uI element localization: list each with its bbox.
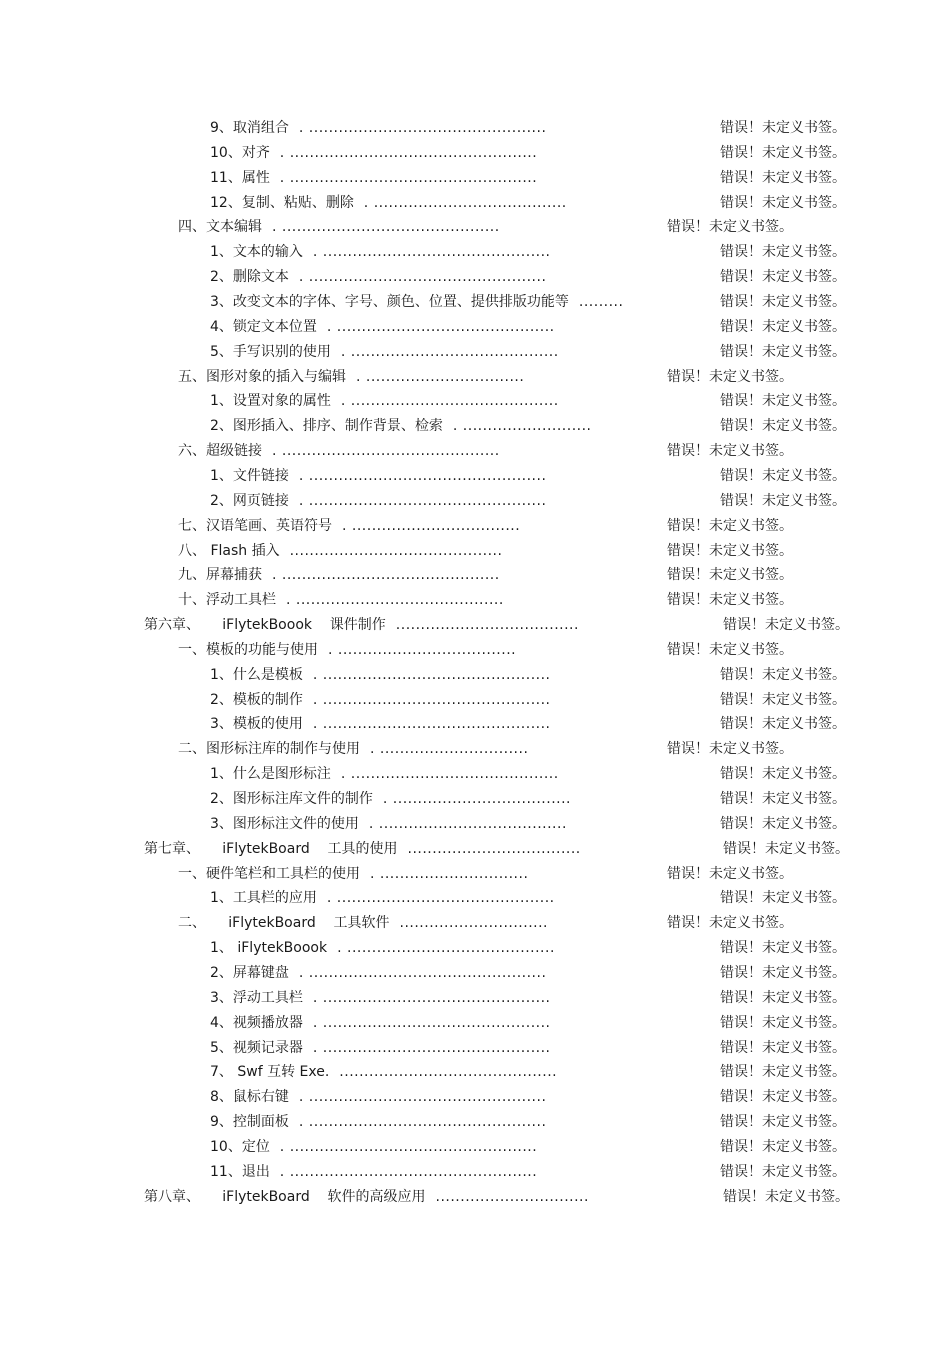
toc-entry-leader: . ................................ bbox=[356, 368, 525, 385]
toc-entry[interactable] bbox=[0, 1061, 950, 1083]
toc-entry[interactable] bbox=[0, 763, 950, 785]
toc-entry[interactable] bbox=[0, 689, 950, 711]
toc-entry-label: 12、复制、粘贴、删除 bbox=[210, 194, 354, 211]
toc-entry-label: 2、模板的制作 bbox=[210, 691, 303, 708]
toc-entry[interactable] bbox=[0, 216, 950, 238]
toc-entry-leader: . .............................................. bbox=[312, 666, 551, 683]
toc-entry[interactable] bbox=[0, 664, 950, 686]
toc-entry-label: 11、退出 bbox=[210, 1163, 270, 1180]
toc-entry[interactable] bbox=[0, 987, 950, 1009]
toc-entry-page-ref: 错误！未定义书签。 bbox=[723, 840, 849, 857]
toc-entry-leader: . .................................................. bbox=[279, 169, 538, 186]
toc-entry-leader: . .................................. bbox=[342, 517, 521, 534]
toc-entry[interactable] bbox=[0, 564, 950, 586]
toc-entry[interactable] bbox=[0, 117, 950, 139]
toc-entry-page-ref: 错误！未定义书签。 bbox=[720, 716, 846, 733]
toc-entry-page-ref: 错误！未定义书签。 bbox=[720, 120, 846, 136]
toc-entry-label: 5、手写识别的使用 bbox=[210, 343, 331, 360]
toc-entry-leader: . .............................................. bbox=[312, 691, 551, 708]
toc-entry[interactable] bbox=[0, 863, 950, 885]
toc-entry[interactable] bbox=[0, 341, 950, 363]
toc-entry-leader: . ................................................ bbox=[298, 492, 547, 509]
toc-entry[interactable] bbox=[0, 813, 950, 835]
toc-entry-leader: . ............................................ bbox=[272, 567, 500, 584]
toc-entry[interactable] bbox=[0, 589, 950, 611]
toc-entry-label: 2、图形插入、排序、制作背景、检索 bbox=[210, 418, 443, 435]
toc-entry[interactable] bbox=[0, 1186, 950, 1208]
toc-entry-label: 1、文件链接 bbox=[210, 467, 289, 484]
toc-entry-page-ref: 错误！未定义书签。 bbox=[720, 890, 846, 907]
toc-entry-page-ref: 错误！未定义书签。 bbox=[720, 989, 846, 1006]
toc-entry-label: 九、屏幕捕获 bbox=[178, 567, 262, 584]
toc-entry-leader: . .......................................... bbox=[286, 592, 504, 609]
toc-entry-leader: . .............................................. bbox=[312, 1039, 551, 1056]
toc-entry-leader: . .......................................... bbox=[340, 343, 559, 360]
toc-entry-label: 1、文本的输入 bbox=[210, 244, 303, 261]
toc-entry-page-ref: 错误！未定义书签。 bbox=[720, 1014, 846, 1031]
toc-entry-leader: . .......................... bbox=[452, 418, 592, 435]
toc-entry-label: 一、模板的功能与使用 bbox=[178, 641, 318, 658]
toc-entry-label: 11、属性 bbox=[210, 169, 270, 186]
toc-entry-page-ref: 错误！未定义书签。 bbox=[667, 368, 793, 385]
toc-entry-leader: . ................................................ bbox=[298, 1114, 547, 1130]
toc-entry-leader: .............................. bbox=[399, 915, 549, 932]
toc-entry-leader: . .................................... bbox=[382, 791, 571, 807]
toc-entry-leader: ............................................ bbox=[339, 1064, 558, 1081]
toc-entry[interactable] bbox=[0, 390, 950, 412]
toc-entry[interactable] bbox=[0, 415, 950, 437]
toc-entry-page-ref: 错误！未定义书签。 bbox=[667, 915, 793, 932]
toc-entry-label: 4、锁定文本位置 bbox=[210, 318, 317, 335]
toc-entry[interactable] bbox=[0, 738, 950, 760]
toc-entry[interactable] bbox=[0, 614, 950, 636]
toc-entry-page-ref: 错误！未定义书签。 bbox=[720, 169, 846, 186]
toc-entry-leader: . ............................................ bbox=[326, 318, 555, 335]
toc-entry-label: 1、什么是模板 bbox=[210, 666, 303, 683]
toc-entry-label: 四、文本编辑 bbox=[178, 219, 262, 236]
toc-entry-leader: . ................................................ bbox=[298, 467, 547, 484]
toc-entry-page-ref: 错误！未定义书签。 bbox=[720, 343, 846, 360]
toc-entry-label: 2、图形标注库文件的制作 bbox=[210, 791, 373, 807]
toc-entry-page-ref: 错误！未定义书签。 bbox=[723, 1188, 849, 1205]
toc-entry[interactable] bbox=[0, 490, 950, 512]
toc-entry[interactable] bbox=[0, 912, 950, 934]
toc-entry[interactable] bbox=[0, 788, 950, 810]
toc-entry[interactable] bbox=[0, 937, 950, 959]
toc-entry-page-ref: 错误！未定义书签。 bbox=[720, 467, 846, 484]
toc-entry-page-ref: 错误！未定义书签。 bbox=[723, 617, 849, 633]
toc-entry-page-ref: 错误！未定义书签。 bbox=[667, 542, 793, 559]
toc-entry-leader: . ................................................ bbox=[298, 269, 547, 286]
toc-entry[interactable] bbox=[0, 366, 950, 388]
toc-entry-page-ref: 错误！未定义书签。 bbox=[720, 1064, 846, 1081]
toc-entry-leader: . ................................................ bbox=[298, 120, 547, 136]
toc-entry-label: 7、 Swf 互转 Exe. bbox=[210, 1064, 330, 1081]
toc-entry-label: 1、 iFlytekBoook bbox=[210, 940, 328, 957]
toc-entry-label: 2、网页链接 bbox=[210, 492, 289, 509]
toc-entry-page-ref: 错误！未定义书签。 bbox=[667, 741, 793, 758]
toc-entry[interactable] bbox=[0, 887, 950, 909]
toc-entry-page-ref: 错误！未定义书签。 bbox=[720, 244, 846, 261]
toc-entry[interactable] bbox=[0, 1136, 950, 1158]
toc-entry-leader: . .............................. bbox=[370, 741, 529, 758]
toc-entry-label: 第七章、 iFlytekBoard 工具的使用 bbox=[144, 840, 398, 857]
toc-entry-page-ref: 错误！未定义书签。 bbox=[667, 641, 793, 658]
toc-entry-label: 第八章、 iFlytekBoard 软件的高级应用 bbox=[144, 1188, 426, 1205]
toc-entry[interactable] bbox=[0, 540, 950, 562]
toc-entry-page-ref: 错误！未定义书签。 bbox=[667, 443, 793, 460]
toc-entry[interactable] bbox=[0, 167, 950, 189]
toc-entry-leader: . ............................................ bbox=[326, 890, 555, 907]
toc-entry-leader: . .......................................... bbox=[337, 940, 555, 957]
toc-entry-page-ref: 错误！未定义书签。 bbox=[720, 492, 846, 509]
toc-entry[interactable] bbox=[0, 962, 950, 984]
toc-entry-page-ref: 错误！未定义书签。 bbox=[720, 940, 846, 957]
toc-entry[interactable] bbox=[0, 440, 950, 462]
toc-entry-page-ref: 错误！未定义书签。 bbox=[720, 1114, 846, 1130]
toc-entry[interactable] bbox=[0, 142, 950, 164]
toc-entry[interactable] bbox=[0, 713, 950, 735]
toc-entry-leader: ........................................... bbox=[289, 542, 503, 559]
toc-entry-label: 10、对齐 bbox=[210, 144, 270, 161]
toc-entry[interactable] bbox=[0, 1161, 950, 1183]
toc-entry-page-ref: 错误！未定义书签。 bbox=[667, 567, 793, 584]
toc-entry-page-ref: 错误！未定义书签。 bbox=[720, 269, 846, 286]
toc-entry-label: 1、什么是图形标注 bbox=[210, 766, 331, 783]
toc-entry-leader: . ............................................ bbox=[272, 443, 500, 460]
toc-entry-label: 六、超级链接 bbox=[178, 443, 262, 460]
toc-entry-page-ref: 错误！未定义书签。 bbox=[720, 666, 846, 683]
toc-entry-page-ref: 错误！未定义书签。 bbox=[720, 294, 846, 310]
toc-entry[interactable] bbox=[0, 241, 950, 263]
toc-entry-page-ref: 错误！未定义书签。 bbox=[667, 219, 793, 236]
toc-entry-label: 3、图形标注文件的使用 bbox=[210, 815, 359, 832]
toc-entry-page-ref: 错误！未定义书签。 bbox=[720, 1039, 846, 1056]
toc-entry-page-ref: 错误！未定义书签。 bbox=[720, 393, 846, 410]
toc-entry-leader: . ....................................... bbox=[363, 194, 567, 211]
toc-entry[interactable] bbox=[0, 515, 950, 537]
toc-entry-page-ref: 错误！未定义书签。 bbox=[720, 318, 846, 335]
toc-entry-page-ref: 错误！未定义书签。 bbox=[720, 194, 846, 211]
toc-entry-label: 八、 Flash 插入 bbox=[178, 542, 280, 559]
toc-entry-leader: . .............................................. bbox=[312, 989, 551, 1006]
toc-entry-label: 一、硬件笔栏和工具栏的使用 bbox=[178, 865, 360, 882]
toc-entry-label: 二、 iFlytekBoard 工具软件 bbox=[178, 915, 390, 932]
toc-entry[interactable] bbox=[0, 639, 950, 661]
toc-entry-page-ref: 错误！未定义书签。 bbox=[667, 517, 793, 534]
toc-entry[interactable] bbox=[0, 465, 950, 487]
toc-entry-label: 3、模板的使用 bbox=[210, 716, 303, 733]
toc-entry-label: 1、工具栏的应用 bbox=[210, 890, 317, 907]
toc-entry-page-ref: 错误！未定义书签。 bbox=[720, 964, 846, 981]
toc-entry-page-ref: 错误！未定义书签。 bbox=[720, 1089, 846, 1106]
toc-entry[interactable] bbox=[0, 1111, 950, 1133]
toc-entry-label: 第六章、 iFlytekBoook 课件制作 bbox=[144, 617, 386, 633]
toc-entry-label: 9、取消组合 bbox=[210, 120, 289, 136]
toc-entry-leader: . .......................................... bbox=[340, 766, 559, 783]
toc-entry-label: 五、图形对象的插入与编辑 bbox=[178, 368, 346, 385]
toc-entry-page-ref: 错误！未定义书签。 bbox=[720, 144, 846, 161]
toc-entry-leader: . .............................. bbox=[370, 865, 529, 882]
toc-entry-leader: . ................................................ bbox=[298, 1089, 547, 1106]
toc-entry[interactable] bbox=[0, 266, 950, 288]
toc-entry[interactable] bbox=[0, 838, 950, 860]
toc-entry-leader: . .............................................. bbox=[312, 244, 551, 261]
toc-entry-page-ref: 错误！未定义书签。 bbox=[667, 592, 793, 609]
toc-entry[interactable] bbox=[0, 192, 950, 214]
toc-entry-label: 3、浮动工具栏 bbox=[210, 989, 303, 1006]
toc-entry-page-ref: 错误！未定义书签。 bbox=[720, 766, 846, 783]
toc-entry-leader: . .............................................. bbox=[312, 716, 551, 733]
toc-entry-label: 2、删除文本 bbox=[210, 269, 289, 286]
toc-entry-page-ref: 错误！未定义书签。 bbox=[720, 791, 846, 807]
toc-entry[interactable] bbox=[0, 1012, 950, 1034]
toc-entry-page-ref: 错误！未定义书签。 bbox=[720, 418, 846, 435]
toc-entry-label: 9、控制面板 bbox=[210, 1114, 289, 1130]
toc-entry[interactable] bbox=[0, 316, 950, 338]
toc-entry-page-ref: 错误！未定义书签。 bbox=[720, 1138, 846, 1155]
toc-entry-label: 10、定位 bbox=[210, 1138, 270, 1155]
toc-entry-leader: ................................... bbox=[407, 840, 581, 857]
toc-entry-label: 2、屏幕键盘 bbox=[210, 964, 289, 981]
toc-entry[interactable] bbox=[0, 1037, 950, 1059]
toc-entry-label: 七、汉语笔画、英语符号 bbox=[178, 517, 332, 534]
toc-entry-leader: . ............................................ bbox=[272, 219, 500, 236]
toc-entry-leader: ..................................... bbox=[395, 617, 579, 633]
toc-entry-leader: . .................................................. bbox=[279, 1138, 538, 1155]
toc-entry-leader: . .............................................. bbox=[312, 1014, 551, 1031]
toc-entry-page-ref: 错误！未定义书签。 bbox=[720, 691, 846, 708]
toc-entry-leader: . .................................................. bbox=[279, 144, 538, 161]
toc-entry-leader: . .......................................... bbox=[340, 393, 559, 410]
toc-entry-leader: ......... bbox=[578, 294, 624, 310]
toc-entry-leader: . .................................................. bbox=[279, 1163, 538, 1180]
toc-entry-leader: . ................................................ bbox=[298, 964, 547, 981]
toc-entry-page-ref: 错误！未定义书签。 bbox=[720, 1163, 846, 1180]
toc-entry-label: 1、设置对象的属性 bbox=[210, 393, 331, 410]
toc-entry-label: 8、鼠标右键 bbox=[210, 1089, 289, 1106]
toc-entry-leader: ............................... bbox=[435, 1188, 589, 1205]
toc-entry-leader: . ...................................... bbox=[368, 815, 567, 832]
toc-entry-leader: . .................................... bbox=[328, 641, 517, 658]
toc-entry-label: 二、图形标注库的制作与使用 bbox=[178, 741, 360, 758]
toc-entry-label: 4、视频播放器 bbox=[210, 1014, 303, 1031]
toc-entry-page-ref: 错误！未定义书签。 bbox=[667, 865, 793, 882]
toc-entry-page-ref: 错误！未定义书签。 bbox=[720, 815, 846, 832]
toc-entry[interactable] bbox=[0, 1086, 950, 1108]
toc-entry-label: 十、浮动工具栏 bbox=[178, 592, 276, 609]
toc-entry[interactable] bbox=[0, 291, 950, 313]
toc-entry-label: 5、视频记录器 bbox=[210, 1039, 303, 1056]
toc-entry-label: 3、改变文本的字体、字号、颜色、位置、提供排版功能等 bbox=[210, 294, 569, 310]
